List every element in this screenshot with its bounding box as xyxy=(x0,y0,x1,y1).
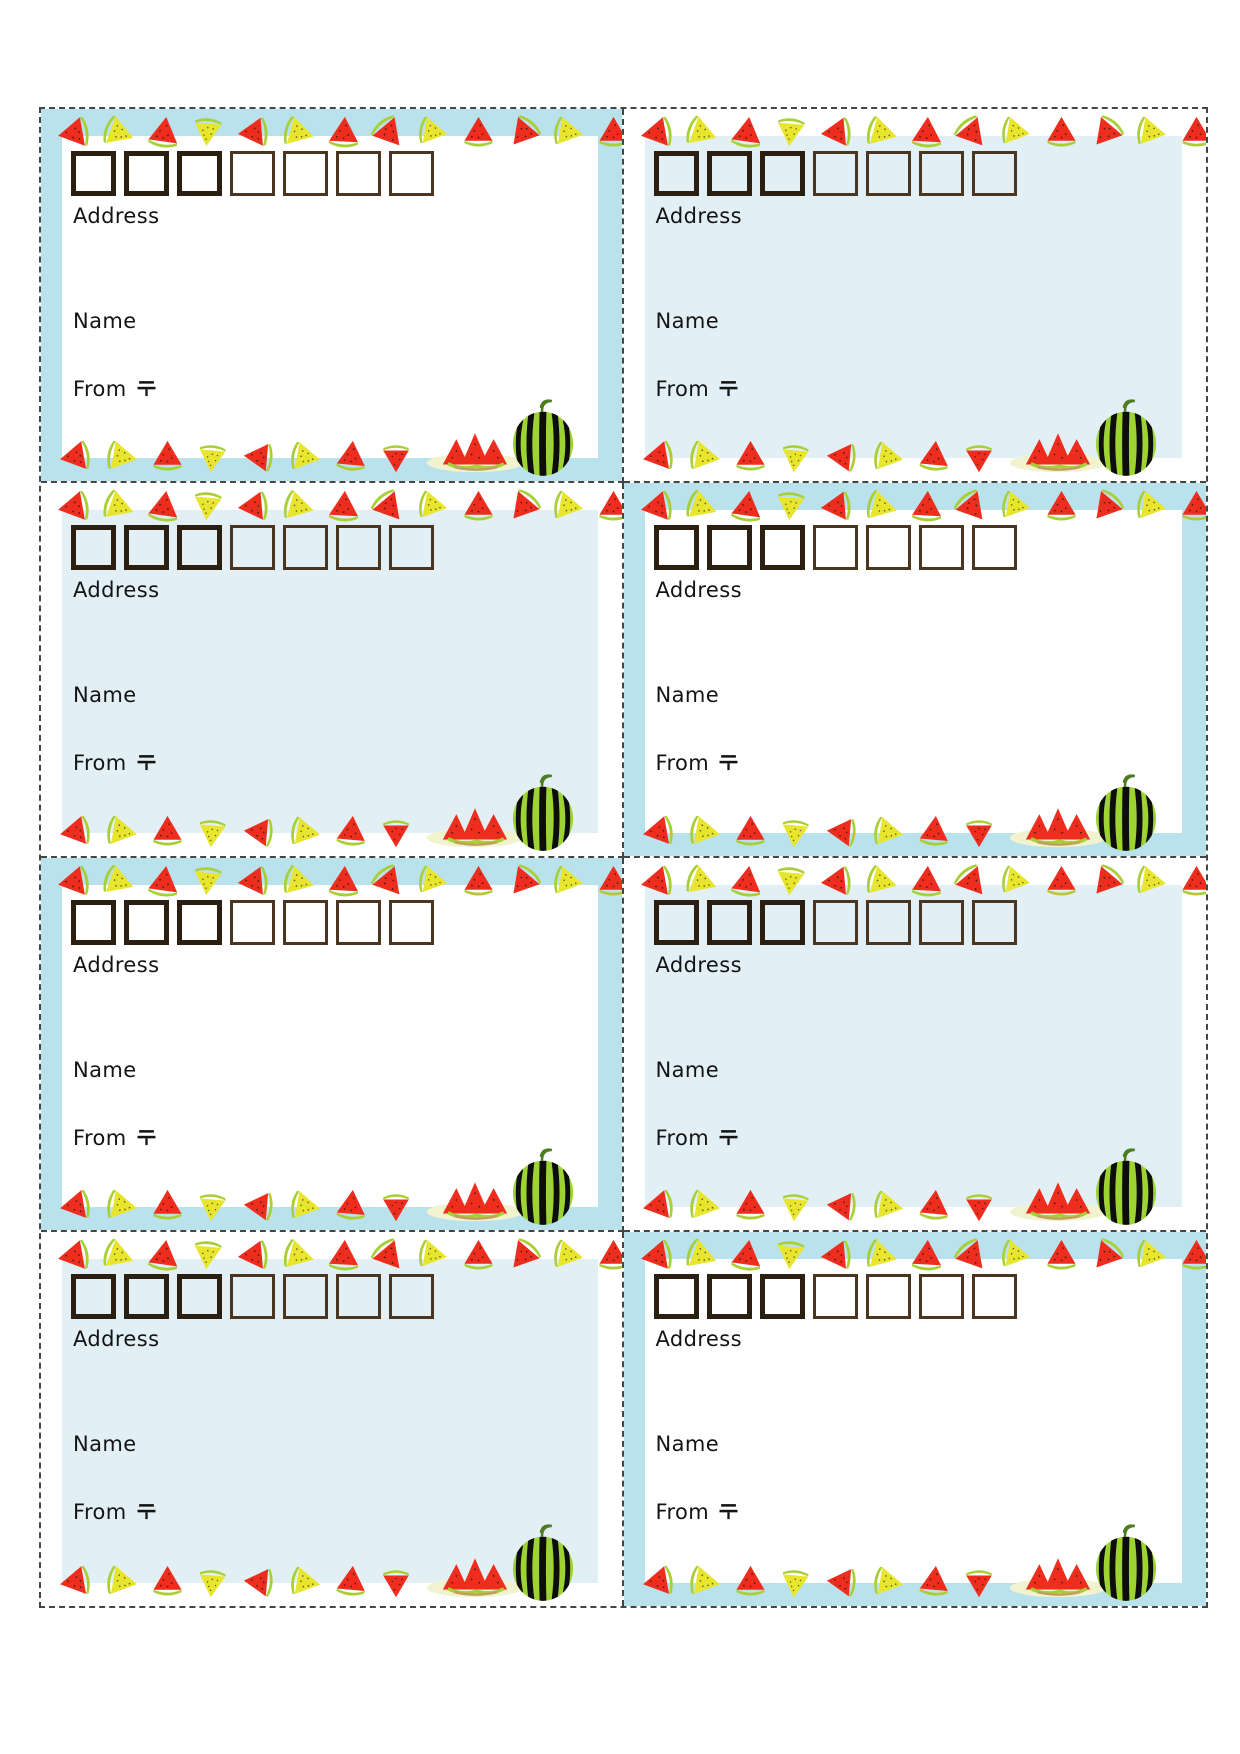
postal-code-box xyxy=(813,151,858,196)
postal-mark-icon xyxy=(137,754,156,771)
from-label xyxy=(656,1500,739,1525)
postal-code-box xyxy=(919,1274,964,1319)
watermelon-slice-icon xyxy=(1180,115,1207,150)
from-label-text: From xyxy=(73,1125,127,1150)
postal-code-box xyxy=(972,1274,1017,1319)
postal-code-box xyxy=(654,900,699,945)
watermelon-slice-icon xyxy=(1180,1238,1207,1273)
postal-code-box xyxy=(654,1274,699,1319)
postal-code-box xyxy=(389,151,434,196)
from-label xyxy=(73,751,156,776)
from-label-text: From xyxy=(655,1499,710,1524)
postal-code-box xyxy=(389,525,434,570)
from-label xyxy=(656,1126,739,1151)
postal-code-box xyxy=(866,525,911,570)
watermelon-icon xyxy=(1092,1520,1160,1602)
sheet-cell xyxy=(624,858,1207,1232)
watermelon-icon xyxy=(509,395,577,477)
name-label: Name xyxy=(73,1431,137,1456)
postal-code-box xyxy=(707,900,752,945)
name-label: Name xyxy=(655,1431,720,1456)
from-label xyxy=(73,377,156,402)
postal-code-box xyxy=(760,151,805,196)
postal-code-box xyxy=(866,1274,911,1319)
sheet-cell xyxy=(624,109,1207,483)
from-label-text: From xyxy=(655,751,710,776)
postal-code-box xyxy=(389,900,434,945)
watermelon-slice-icon xyxy=(597,115,624,150)
postal-code-boxes xyxy=(71,151,434,196)
postal-mark-icon xyxy=(719,1129,738,1146)
watermelon-icon xyxy=(1092,395,1160,477)
postal-code-box xyxy=(177,151,222,196)
postal-code-box xyxy=(336,1274,381,1319)
postal-code-box xyxy=(124,900,169,945)
postal-code-box xyxy=(177,1274,222,1319)
from-label-text: From xyxy=(73,751,127,776)
sheet-cell xyxy=(624,1232,1207,1606)
postal-mark-icon xyxy=(719,380,738,397)
postal-mark-icon xyxy=(137,1129,156,1146)
address-label-card xyxy=(41,858,622,1230)
address-label-card xyxy=(624,483,1207,855)
postal-mark-icon xyxy=(137,1503,156,1520)
address-label-card xyxy=(41,109,622,481)
name-label: Name xyxy=(655,683,720,708)
postal-code-box xyxy=(813,900,858,945)
watermelon-slice-icon xyxy=(597,864,624,899)
address-label-card xyxy=(41,483,622,855)
postal-code-box xyxy=(919,525,964,570)
watermelon-icon xyxy=(509,770,577,852)
address-label-card xyxy=(624,1232,1207,1606)
address-label: Address xyxy=(73,578,160,603)
watermelon-slice-icon xyxy=(597,1238,624,1273)
postal-code-box xyxy=(389,1274,434,1319)
postal-code-box xyxy=(230,525,275,570)
postal-code-box xyxy=(972,900,1017,945)
postal-code-boxes xyxy=(654,525,1017,570)
sheet-cell xyxy=(41,109,624,483)
postal-code-box xyxy=(230,900,275,945)
address-label: Address xyxy=(655,1326,742,1351)
postal-code-box xyxy=(866,900,911,945)
address-label-card xyxy=(41,1232,622,1606)
postal-code-box xyxy=(654,151,699,196)
from-label xyxy=(656,377,739,402)
watermelon-slice-icon xyxy=(1180,489,1207,524)
name-label: Name xyxy=(655,1057,720,1082)
address-label: Address xyxy=(73,1326,160,1351)
postal-code-box xyxy=(919,151,964,196)
postal-code-box xyxy=(283,151,328,196)
cut-line-grid xyxy=(39,107,1208,1608)
postal-code-box xyxy=(972,525,1017,570)
watermelon-icon xyxy=(1092,1144,1160,1226)
address-label: Address xyxy=(655,578,742,603)
postal-code-box xyxy=(124,525,169,570)
postal-code-box xyxy=(177,900,222,945)
watermelon-icon xyxy=(1092,770,1160,852)
postal-code-box xyxy=(813,525,858,570)
watermelon-icon xyxy=(509,1144,577,1226)
postal-code-box xyxy=(760,525,805,570)
from-label-text: From xyxy=(655,1125,710,1150)
name-label: Name xyxy=(655,309,720,333)
sheet-cell xyxy=(41,858,624,1232)
from-label xyxy=(73,1500,156,1525)
postal-code-boxes xyxy=(71,900,434,945)
from-label xyxy=(656,751,739,776)
sheet-cell xyxy=(41,1232,624,1606)
postal-code-box xyxy=(124,151,169,196)
postal-code-box xyxy=(71,900,116,945)
postal-code-box xyxy=(654,525,699,570)
postal-mark-icon xyxy=(719,754,738,771)
postal-code-box xyxy=(71,151,116,196)
postal-code-boxes xyxy=(71,1274,434,1319)
from-label-text: From xyxy=(655,377,710,401)
postal-code-box xyxy=(707,1274,752,1319)
postal-mark-icon xyxy=(137,380,156,397)
postal-code-box xyxy=(124,1274,169,1319)
postal-code-box xyxy=(336,900,381,945)
postal-code-box xyxy=(283,525,328,570)
postal-code-box xyxy=(230,1274,275,1319)
from-label-text: From xyxy=(73,377,127,401)
postal-code-boxes xyxy=(654,1274,1017,1319)
postal-code-boxes xyxy=(654,151,1017,196)
address-label-card xyxy=(624,109,1207,481)
watermelon-slice-icon xyxy=(1180,864,1207,899)
postal-code-box xyxy=(336,151,381,196)
postal-code-box xyxy=(760,1274,805,1319)
postal-code-box xyxy=(71,525,116,570)
postal-code-box xyxy=(283,1274,328,1319)
postal-code-boxes xyxy=(71,525,434,570)
postal-code-boxes xyxy=(654,900,1017,945)
from-label-text: From xyxy=(73,1499,127,1524)
postal-code-box xyxy=(230,151,275,196)
sheet-cell xyxy=(41,483,624,857)
postal-code-box xyxy=(760,900,805,945)
address-label: Address xyxy=(655,204,742,228)
address-label: Address xyxy=(73,204,160,228)
watermelon-icon xyxy=(509,1520,577,1602)
name-label: Name xyxy=(73,683,137,708)
postal-code-box xyxy=(866,151,911,196)
postal-code-box xyxy=(71,1274,116,1319)
address-label-card xyxy=(624,858,1207,1230)
postal-code-box xyxy=(707,525,752,570)
from-label xyxy=(73,1126,156,1151)
name-label: Name xyxy=(73,309,137,333)
address-label: Address xyxy=(655,952,742,977)
sheet-cell xyxy=(624,483,1207,857)
address-label: Address xyxy=(73,952,160,977)
postal-code-box xyxy=(707,151,752,196)
postal-code-box xyxy=(813,1274,858,1319)
postal-code-box xyxy=(283,900,328,945)
name-label: Name xyxy=(73,1057,137,1082)
postal-code-box xyxy=(336,525,381,570)
postal-code-box xyxy=(177,525,222,570)
watermelon-slice-icon xyxy=(597,489,624,524)
postal-code-box xyxy=(972,151,1017,196)
postal-mark-icon xyxy=(719,1503,738,1520)
postal-code-box xyxy=(919,900,964,945)
